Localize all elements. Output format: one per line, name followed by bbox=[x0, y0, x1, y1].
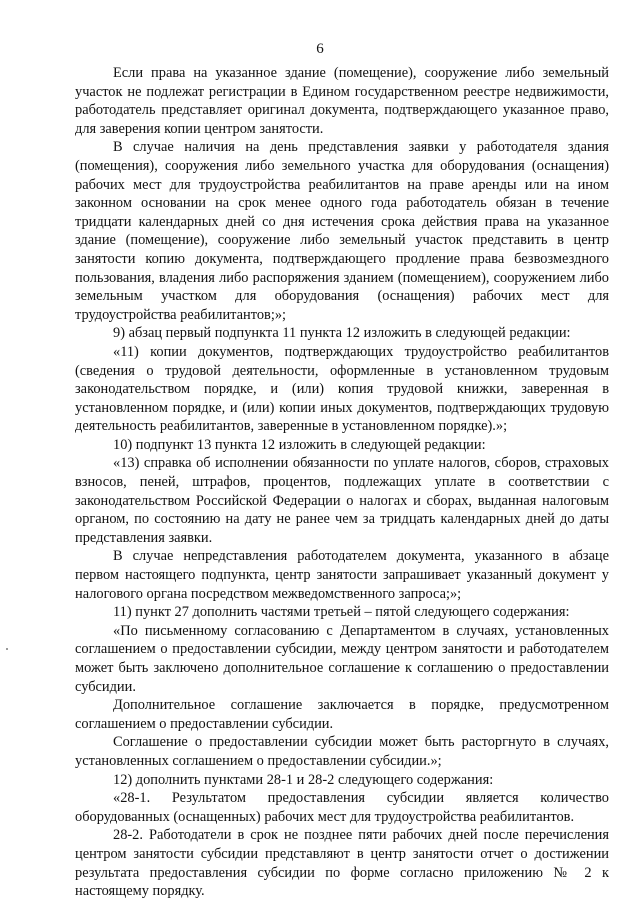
scan-speck bbox=[6, 648, 8, 650]
paragraph-2: В случае наличия на день представления заявки у работодателя здания (помещения), сооружения либо земельного участка для оборудования (оснащения) рабочих мест для трудоустройства реабилитантов на праве аренды или на ином законном основании на срок менее одного года работодатель обязан в течение тридцати календарных дней со дня истечения срока действия права на указанное здание (помещение), сооружение либо земельный участок представить в центр занятости копию документа, подтверждающего продление права безвозмездного пользования, владения либо распоряжения зданием (помещением), сооружением либо земельным участком для оборудования (оснащения) рабочих мест для трудоустройства реабилитантов;»; bbox=[75, 139, 609, 323]
paragraph-4: «11) копии документов, подтверждающих трудоустройство реабилитантов (сведения о трудовой деятельности, оформленные в установленном трудовым законодательством порядке, и (или) копия трудовой книжки, заверенная в установленном порядке, и (или) копии иных документов, подтверждающих трудовую деятельность реабилитантов, заверенные в установленном порядке).»; bbox=[75, 343, 609, 435]
paragraph-13: «28-1. Результатом предоставления субсидии является количество оборудованных (оснащенных) рабочих мест для трудоустройства реабилитантов. bbox=[75, 790, 609, 825]
paragraph-12: 12) дополнить пунктами 28-1 и 28-2 следующего содержания: bbox=[113, 771, 494, 788]
paragraph-9: «По письменному согласованию с Департаментом в случаях, установленных соглашением о предоставлении субсидии, между центром занятости и работодателем может быть заключено дополнительное соглашение к соглашению о предоставлении субсидии. bbox=[75, 622, 609, 695]
paragraph-6: «13) справка об исполнении обязанности по уплате налогов, сборов, страховых взносов, пеней, штрафов, процентов, подлежащих уплате в соответствии с законодательством Российской Федерации о налогах и сборах, выданная налоговым органом, по состоянию на дату не ранее чем за тридцать календарных дней до даты представления заявки. bbox=[75, 455, 609, 546]
paragraph-11: Соглашение о предоставлении субсидии может быть расторгнуто в случаях, установленных соглашением о предоставлении субсидии.»; bbox=[75, 734, 609, 769]
paragraph-5: 10) подпункт 13 пункта 12 изложить в следующей редакции: bbox=[113, 436, 486, 453]
paragraph-14: 28-2. Работодатели в срок не позднее пяти рабочих дней после перечисления центром занятости субсидии представляют в центр занятости отчет о достижении результата предоставления субсидии по форме согласно приложению № 2 к настоящему порядку. bbox=[75, 827, 609, 900]
paragraph-7: В случае непредставления работодателем документа, указанного в абзаце первом настоящего подпункта, центр занятости запрашивает указанный документ у налогового органа посредством межведомственного запроса;»; bbox=[75, 548, 609, 602]
paragraph-3: 9) абзац первый подпункта 11 пункта 12 изложить в следующей редакции: bbox=[113, 325, 571, 342]
paragraph-8: 11) пункт 27 дополнить частями третьей – пятой следующего содержания: bbox=[113, 604, 570, 621]
page-number: 6 bbox=[316, 41, 324, 57]
paragraph-1: Если права на указанное здание (помещение), сооружение либо земельный участок не подлежат регистрации в Едином государственном реестре недвижимости, работодатель представляет оригинал документа, подтверждающего указанное право, для заверения копии центром занятости. bbox=[75, 65, 609, 137]
document-body bbox=[75, 64, 609, 901]
paragraph-10: Дополнительное соглашение заключается в порядке, предусмотренном соглашением о предоставлении субсидии. bbox=[75, 697, 609, 732]
